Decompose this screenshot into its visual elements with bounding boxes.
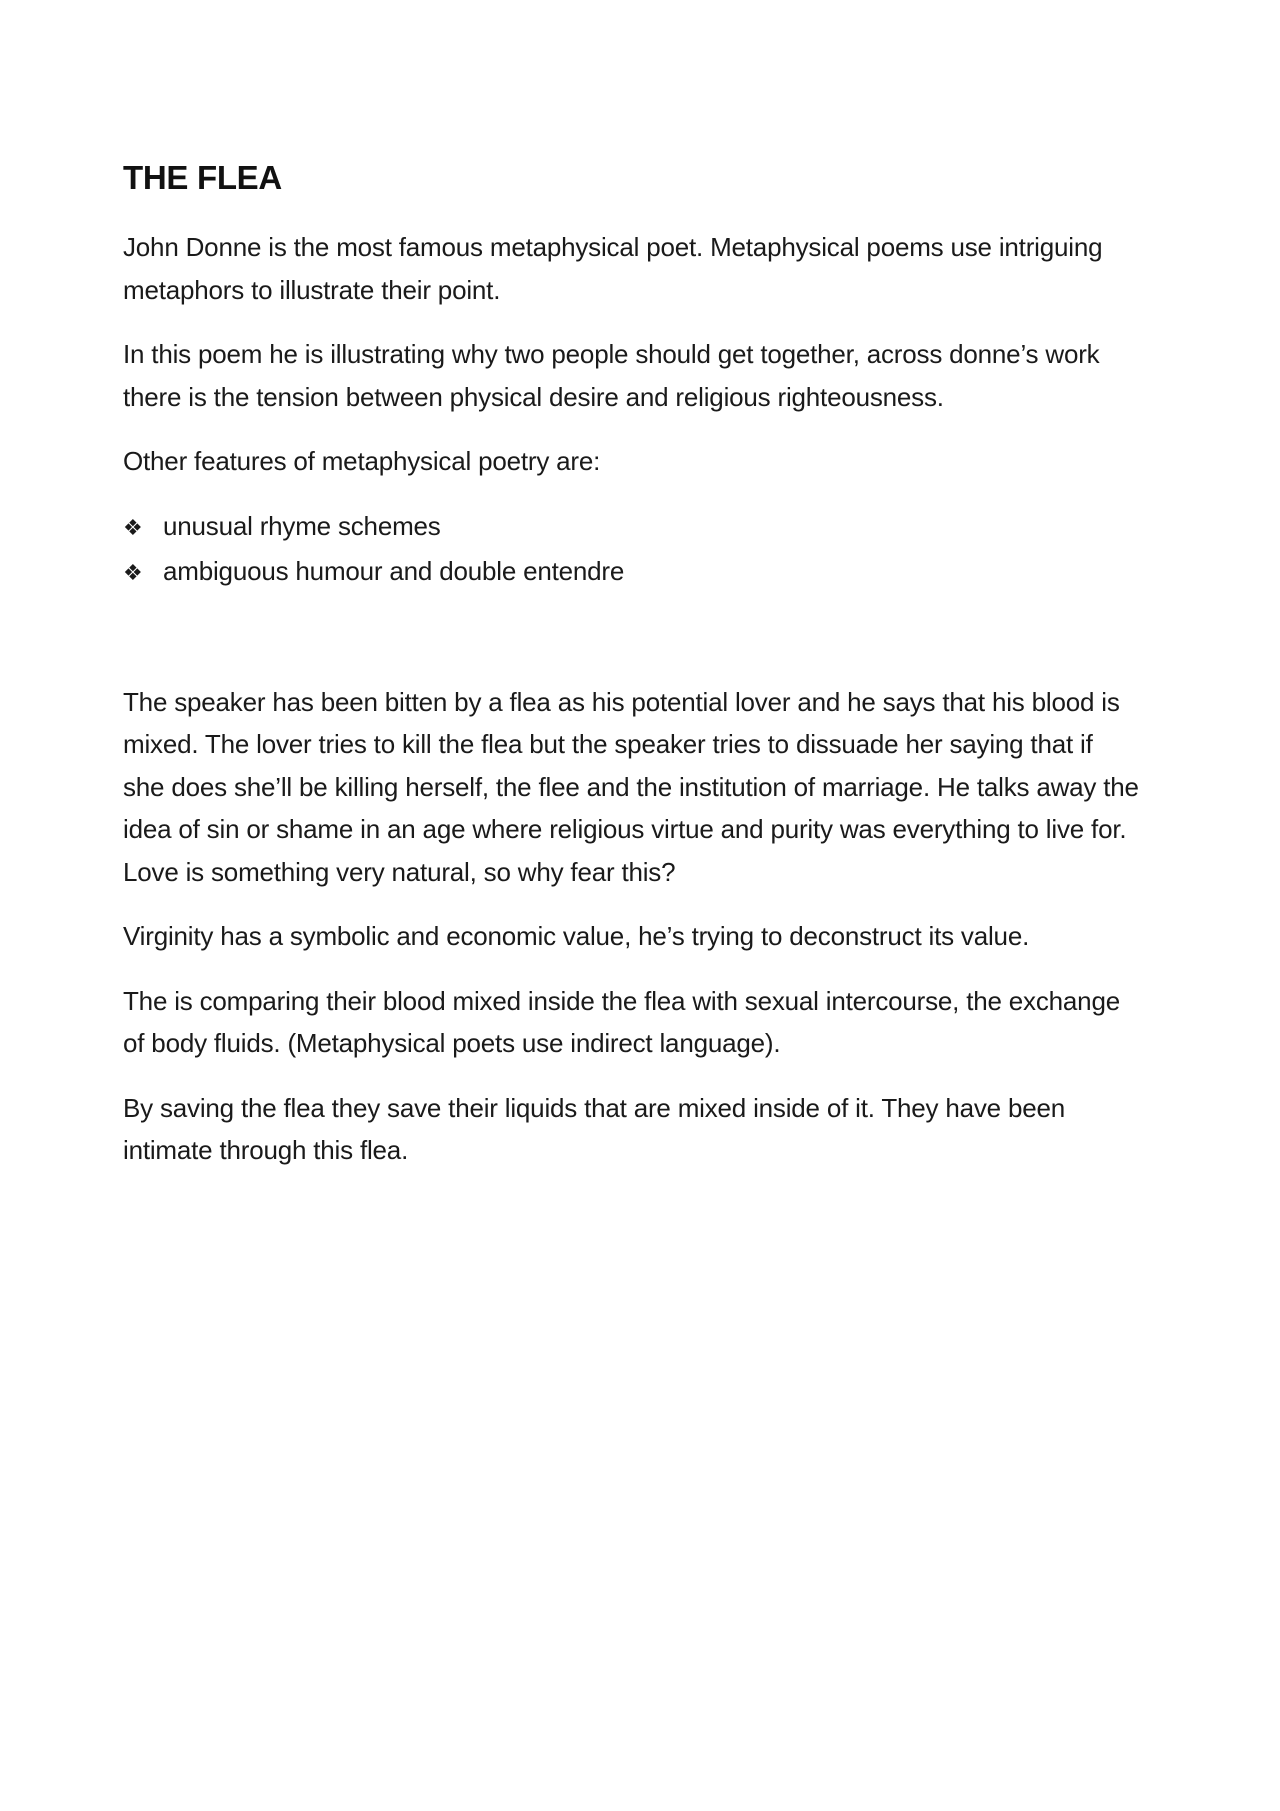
four-diamond-bullet-icon: ❖ [123, 515, 143, 541]
body-paragraph-2: Virginity has a symbolic and economic value, he’s trying to deconstruct its value. [123, 921, 1030, 951]
list-item-text: unusual rhyme schemes [163, 510, 441, 541]
list-item [123, 550, 1140, 596]
body-paragraph-1: The speaker has been bitten by a flea as his potential lover and he says that his blood is mixed. The lover tries to kill the flea but the speaker tries to dissuade her saying that if she does she’ll be killing herself, the flee and the institution of marriage. He talks away the idea of sin or shame in an age where religious virtue and purity was everything to live for. Love is something very natural, so why fear this? [123, 686, 1139, 887]
intro-paragraph-1: John Donne is the most famous metaphysical poet. Metaphysical poems use intriguing metaphors to illustrate their point. [123, 232, 1103, 305]
body-paragraph-4: By saving the flea they save their liquids that are mixed inside of it. They have been intimate through this flea. [123, 1092, 1065, 1165]
list-item [123, 505, 1140, 551]
body-paragraph-3: The is comparing their blood mixed inside the flea with sexual intercourse, the exchange of body fluids. (Metaphysical poets use indirect language). [123, 985, 1120, 1058]
intro-paragraph-2: In this poem he is illustrating why two people should get together, across donne’s work there is the tension between physical desire and religious righteousness. [123, 339, 1100, 412]
four-diamond-bullet-icon: ❖ [123, 561, 143, 586]
blank-space [123, 596, 1140, 681]
features-list [123, 505, 1140, 596]
document-title: THE FLEA [123, 159, 282, 196]
list-item-text: ambiguous humour and double entendre [163, 556, 625, 586]
intro-paragraph-3: Other features of metaphysical poetry are: [123, 446, 601, 476]
